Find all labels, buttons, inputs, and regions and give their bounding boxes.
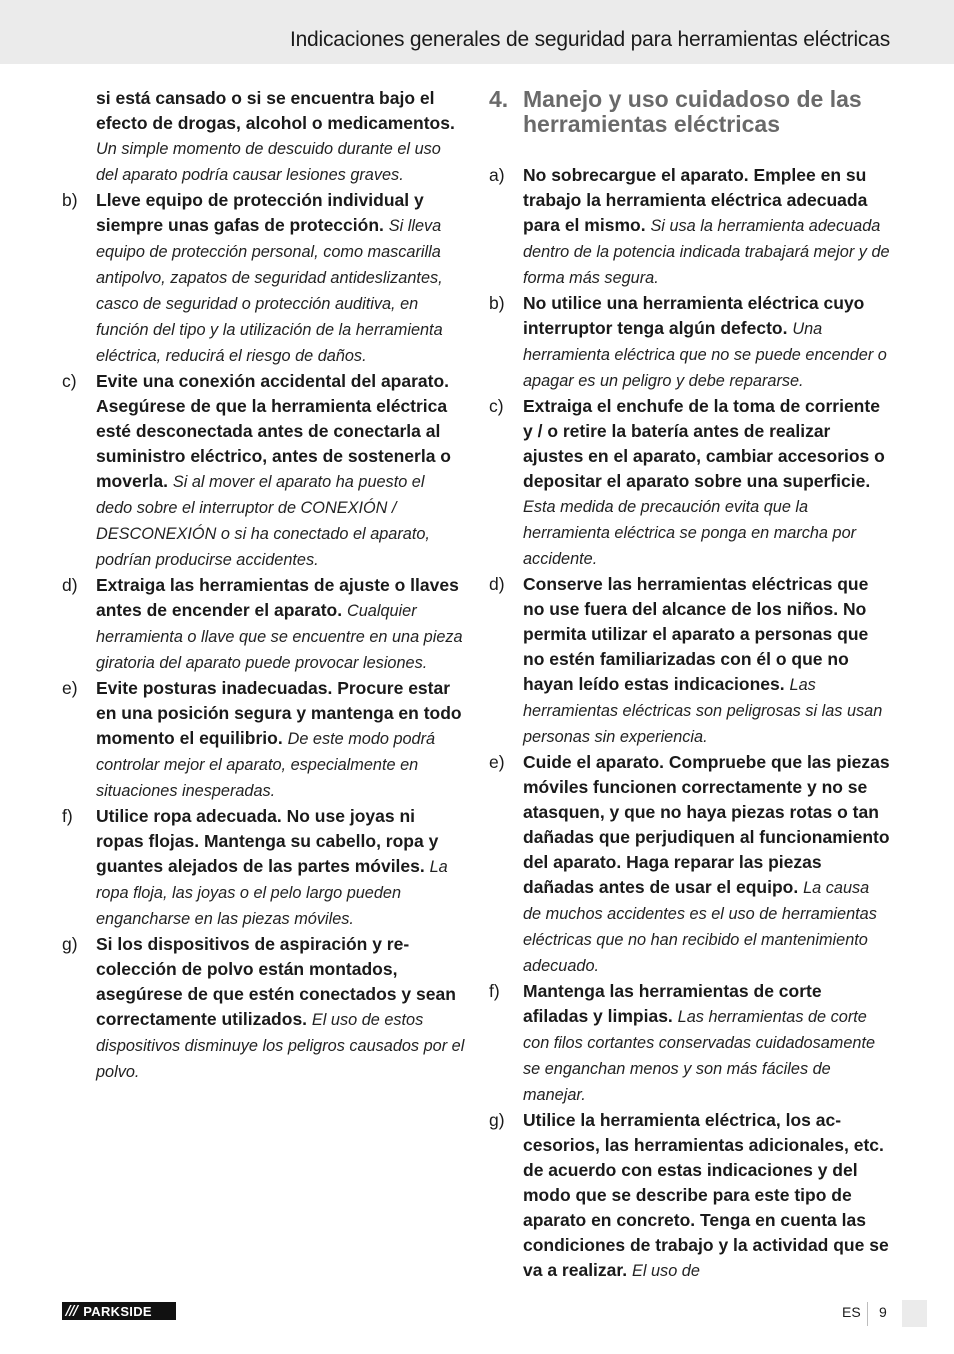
item-italic-text: Esta medida de precaución evita que la herramienta eléctrica se ponga en marcha por accidente. [523, 498, 857, 568]
list-item-b [62, 188, 465, 369]
item-letter: c) [62, 371, 77, 391]
section-number: 4. [489, 86, 509, 112]
item-bold-text: Cuide el aparato. Compruebe que las piezas móviles funcionen correctamente y no se atasquen, y que no haya piezas rotas o tan dañadas que perjudiquen al funcionamiento del aparato. Haga reparar las piezas dañadas antes de usar el equipo. [523, 752, 890, 897]
item-italic-text: El uso de estos dispositivos disminuye los peligros causados por el polvo. [96, 1011, 465, 1081]
section-heading [489, 87, 891, 137]
item-bold-text: Evite una conexión accidental del aparato. Asegúrese de que la herramienta eléctrica esté desconectada antes de conectarla al suministro eléctrico, antes de sostenerla o moverla. [96, 371, 451, 491]
item-bold-text: Extraiga el enchufe de la toma de corriente y / o retire la batería antes de realizar ajustes en el aparato, cambiar accesorios o depositar el aparato sobre una superficie. [523, 396, 885, 491]
footer-tab-marker [902, 1300, 927, 1327]
header-bar [0, 0, 954, 64]
item-letter: e) [62, 678, 78, 698]
item-italic-text: El uso de [632, 1262, 700, 1280]
item-italic-text: Las herramientas eléctricas son peligrosas si las usan personas sin experiencia. [523, 676, 883, 746]
list-item-f [62, 804, 465, 932]
item-italic-text: De este modo podrá controlar mejor el aparato, especialmente en situaciones inesperadas. [96, 730, 436, 800]
list-item-d [62, 573, 465, 676]
item-letter: b) [489, 293, 505, 313]
logo-text: PARKSIDE [83, 1303, 152, 1319]
item-bold-text: No utilice una herramienta eléctrica cuyo interruptor tenga algún defecto. [523, 293, 865, 338]
item-bold-text: Mantenga las herramientas de corte afiladas y limpias. [523, 981, 822, 1026]
item-letter: f) [62, 806, 73, 826]
right-column [489, 86, 891, 1284]
section-title: Manejo y uso cuidadoso de las herramientas eléctricas [523, 86, 862, 137]
list-item-c [489, 394, 891, 572]
item-letter: c) [489, 396, 504, 416]
list-item-d [489, 572, 891, 750]
list-item-g [62, 932, 465, 1085]
item-italic-text: Cualquier herramienta o llave que se encuentre en una pieza giratoria del aparato puede provocar lesiones. [96, 602, 463, 672]
list-item-continuation [62, 86, 465, 188]
item-bold-text: Evite posturas inadecuadas. Procure estar en una posición segura y mantenga en todo momento el equilibrio. [96, 678, 462, 748]
item-italic-text: Un simple momento de descuido durante el uso del aparato podría causar lesiones graves. [96, 140, 441, 184]
left-column [62, 86, 465, 1085]
item-bold-text: Si los dispositivos de aspiración y recolección de polvo están montados, asegúrese de que estén conectados y sean correctamente utilizados. [96, 934, 456, 1029]
footer-divider [867, 1302, 868, 1326]
item-bold-text: No sobrecargue el aparato. Emplee en su trabajo la herramienta eléctrica adecuada para el mismo. [523, 165, 868, 235]
list-item-c [62, 369, 465, 573]
item-italic-text: Una herramienta eléctrica que no se puede encender o apagar es un peligro y debe repararse. [523, 320, 887, 390]
item-letter: e) [489, 752, 505, 772]
page-number: 9 [879, 1304, 887, 1320]
page-title: Indicaciones generales de seguridad para herramientas eléctricas [289, 28, 890, 51]
language-code: ES [842, 1304, 861, 1320]
item-letter: d) [62, 575, 78, 595]
item-letter: f) [489, 981, 500, 1001]
list-item-b [489, 291, 891, 394]
logo-slashes: /// [66, 1303, 78, 1319]
item-bold-text: Utilice ropa adecuada. No use joyas ni ropas flojas. Mantenga su cabello, ropa y guantes alejados de las partes móviles. [96, 806, 439, 876]
item-bold-text: Utilice la herramienta eléctrica, los accesorios, las herramientas adicionales, etc. de acuerdo con estas indicaciones y del modo que se describe para este tipo de aparato en concreto. Tenga en cuenta las condiciones de trabajo y la actividad que se va a realizar. [523, 1110, 889, 1280]
list-item-e [489, 750, 891, 979]
item-bold-text: Lleve equipo de protección individual y siempre unas gafas de protección. [96, 190, 424, 235]
list-item-e [62, 676, 465, 804]
list-item-a [489, 163, 891, 291]
item-italic-text: Si lleva equipo de protección personal, como mascarilla antipolvo, zapatos de seguridad antideslizantes, casco de seguridad o protección auditiva, en función del tipo y la utilización de la herramienta eléctrica, reducirá el riesgo de daños. [96, 217, 443, 365]
item-letter: g) [62, 934, 78, 954]
item-italic-text: Las herramientas de corte con filos cortantes conservadas cuidadosamente se enganchan menos y son más fáciles de manejar. [523, 1008, 876, 1104]
item-italic-text: Si usa la herramienta adecuada dentro de la potencia indicada trabajará mejor y de forma más segura. [523, 217, 890, 287]
item-bold-text: si está cansado o si se encuentra bajo el efecto de drogas, alcohol o medicamentos. [96, 88, 455, 133]
item-italic-text: La causa de muchos accidentes es el uso de herramientas eléctricas que no han recibido el mantenimiento adecuado. [523, 879, 877, 975]
item-letter: d) [489, 574, 505, 594]
item-italic-text: Si al mover el aparato ha puesto el dedo sobre el interruptor de CONEXIÓN / DESCONEXIÓN o si ha conectado el aparato, podrían producirse accidentes. [96, 473, 430, 569]
list-item-f [489, 979, 891, 1108]
list-item-g [489, 1108, 891, 1284]
item-bold-text: Extraiga las herramientas de ajuste o llaves antes de encender el aparato. [96, 575, 459, 620]
parkside-logo [62, 1302, 176, 1320]
item-letter: a) [489, 165, 505, 185]
item-bold-text: Conserve las herramientas eléctricas que no use fuera del alcance de los niños. No permita utilizar el aparato a personas que no estén familiarizadas con él o que no hayan leído estas indicaciones. [523, 574, 869, 694]
item-letter: g) [489, 1110, 505, 1130]
item-italic-text: La ropa floja, las joyas o el pelo largo pueden engancharse en las piezas móviles. [96, 858, 448, 928]
item-letter: b) [62, 190, 78, 210]
